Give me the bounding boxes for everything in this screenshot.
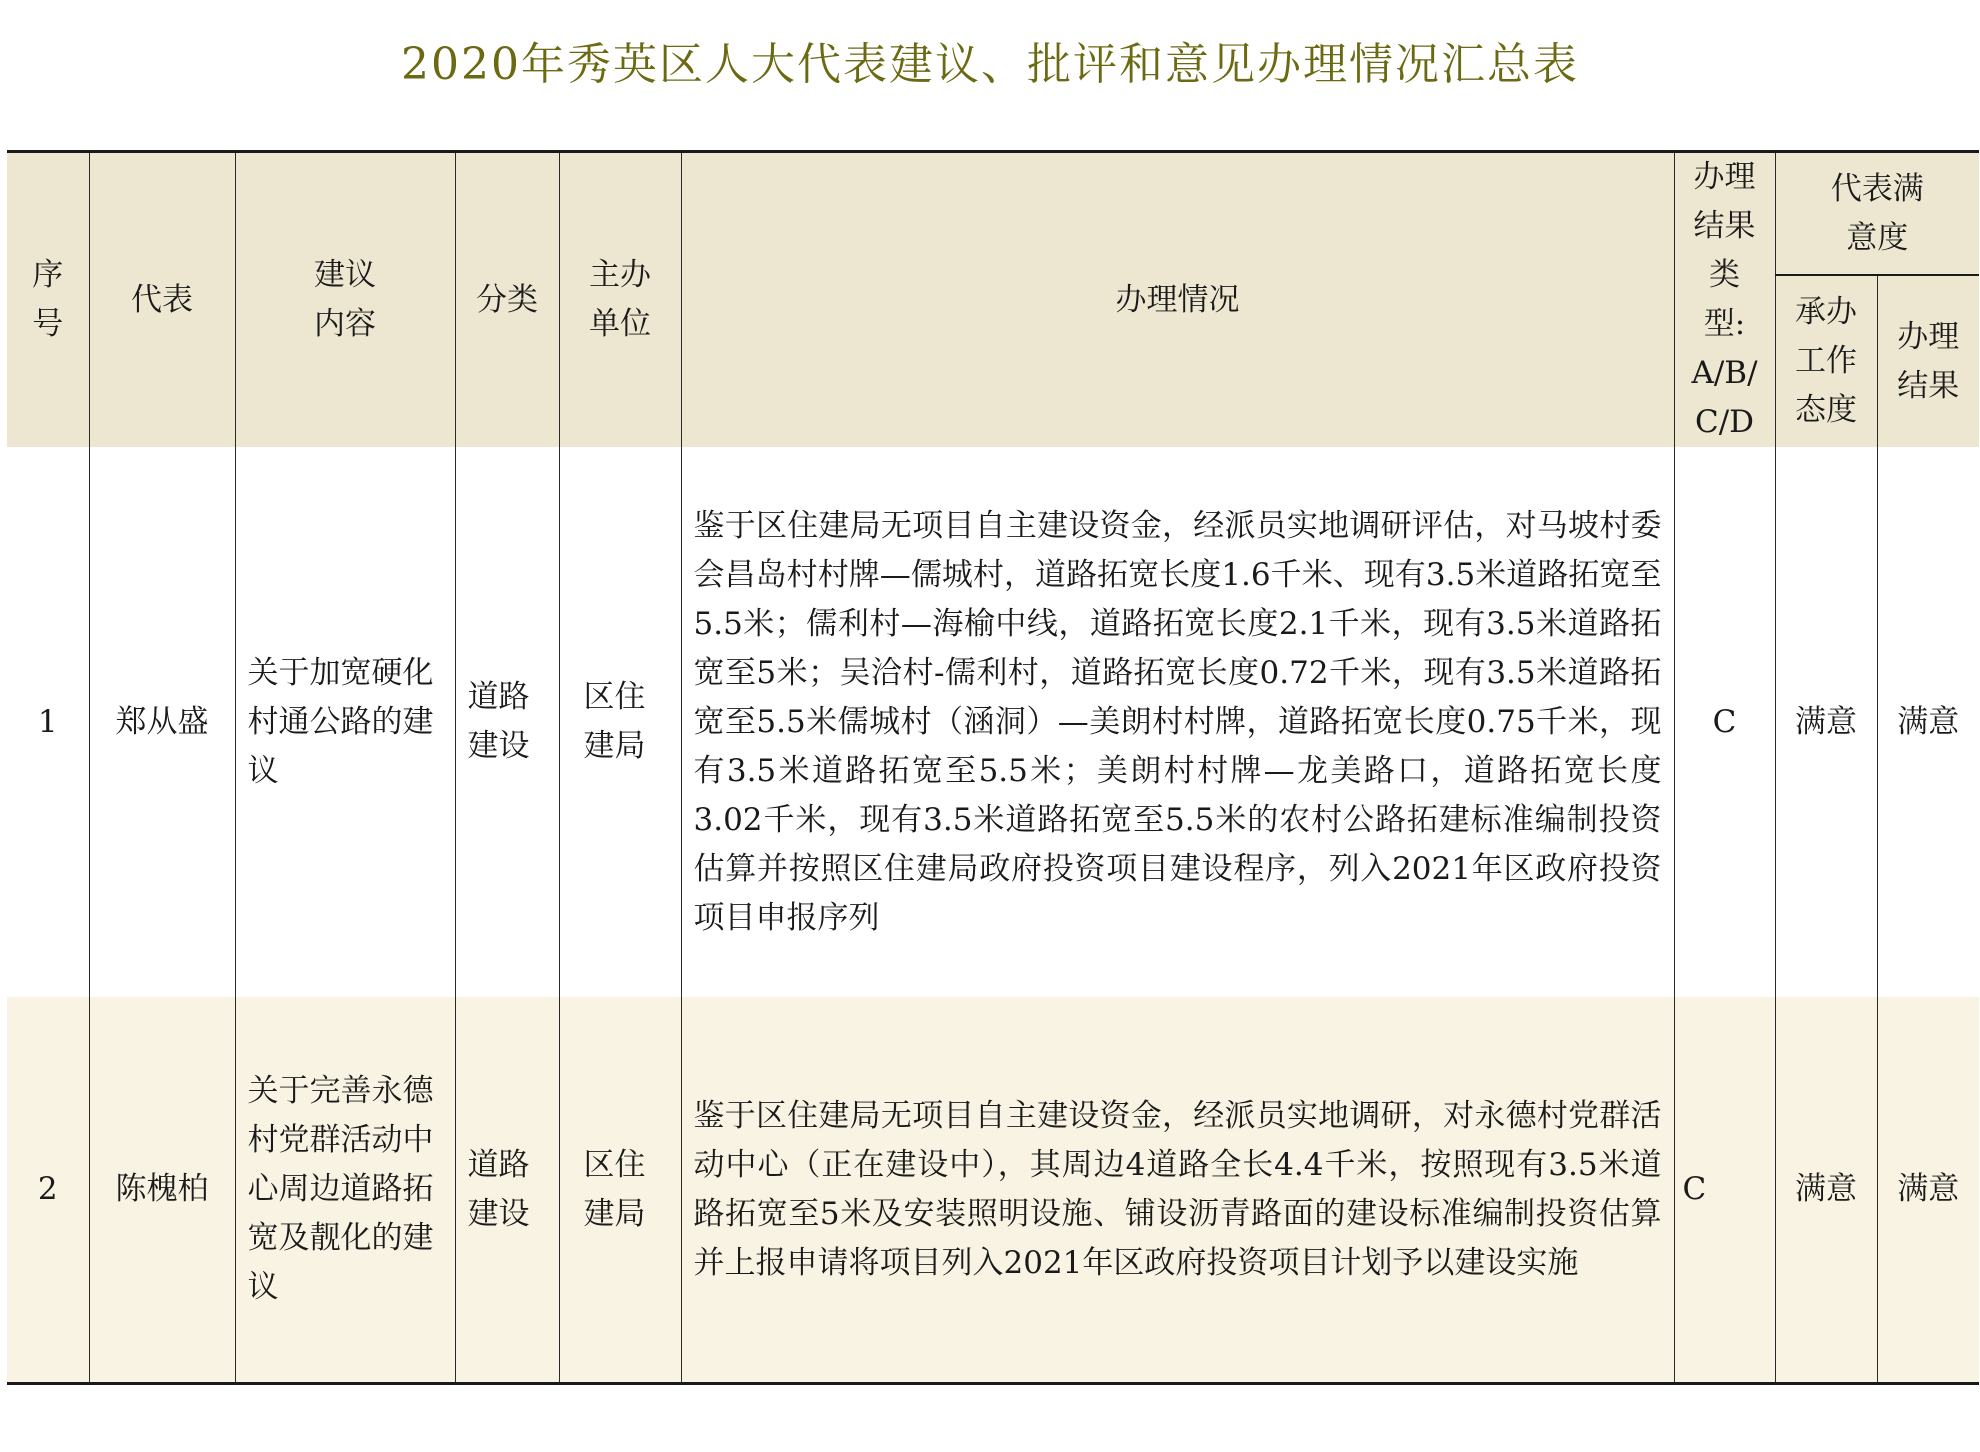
row-category: 道路建设 <box>455 447 559 997</box>
row-result-type: C <box>1674 447 1775 997</box>
row-index: 2 <box>7 997 89 1384</box>
row-handling: 鉴于区住建局无项目自主建设资金，经派员实地调研，对永德村党群活动中心（正在建设中），其周边4道路全长4.4千米，按照现有3.5米道路拓宽至5米及安装照明设施、铺设沥青路面的建设标准编制投资估算并上报申请将项目列入2021年区政府投资项目计划予以建设实施 <box>681 997 1674 1384</box>
header-result-type: 办理结果类型:A/B/C/D <box>1674 152 1775 448</box>
header-attitude: 承办工作态度 <box>1775 275 1877 447</box>
row-delegate: 陈槐柏 <box>89 997 235 1384</box>
row-host-unit: 区住建局 <box>559 447 681 997</box>
header-category: 分类 <box>455 152 559 448</box>
table-row <box>7 997 1979 1384</box>
row-attitude: 满意 <box>1775 447 1877 997</box>
row-host-unit: 区住建局 <box>559 997 681 1384</box>
row-category: 道路建设 <box>455 997 559 1384</box>
row-result: 满意 <box>1877 997 1979 1384</box>
header-delegate: 代表 <box>89 152 235 448</box>
header-satisfaction: 代表满意度 <box>1775 152 1979 276</box>
row-attitude: 满意 <box>1775 997 1877 1384</box>
page-title: 2020年秀英区人大代表建议、批评和意见办理情况汇总表 <box>401 39 1579 90</box>
row-delegate: 郑从盛 <box>89 447 235 997</box>
row-index: 1 <box>7 447 89 997</box>
header-handling: 办理情况 <box>681 152 1674 448</box>
header-result: 办理结果 <box>1877 275 1979 447</box>
row-result-type: C <box>1674 997 1775 1384</box>
row-result: 满意 <box>1877 447 1979 997</box>
header-index: 序号 <box>7 152 89 448</box>
header-host-unit: 主办单位 <box>559 152 681 448</box>
row-content: 关于加宽硬化村通公路的建议 <box>235 447 455 997</box>
header-content: 建议内容 <box>235 152 455 448</box>
summary-table <box>7 150 1979 1385</box>
row-content: 关于完善永德村党群活动中心周边道路拓宽及靓化的建议 <box>235 997 455 1384</box>
row-handling: 鉴于区住建局无项目自主建设资金，经派员实地调研评估，对马坡村委会昌岛村村牌—儒城村，道路拓宽长度1.6千米、现有3.5米道路拓宽至5.5米；儒利村—海榆中线，道路拓宽长度2.1千米，现有3.5米道路拓宽至5米；吴洽村-儒利村，道路拓宽长度0.72千米，现有3.5米道路拓宽至5.5米儒城村（涵洞）—美朗村村牌，道路拓宽长度0.75千米，现有3.5米道路拓宽至5.5米；美朗村村牌—龙美路口，道路拓宽长度3.02千米，现有3.5米道路拓宽至5.5米的农村公路拓建标准编制投资估算并按照区住建局政府投资项目建设程序，列入2021年区政府投资项目申报序列 <box>681 447 1674 997</box>
table-row <box>7 447 1979 997</box>
